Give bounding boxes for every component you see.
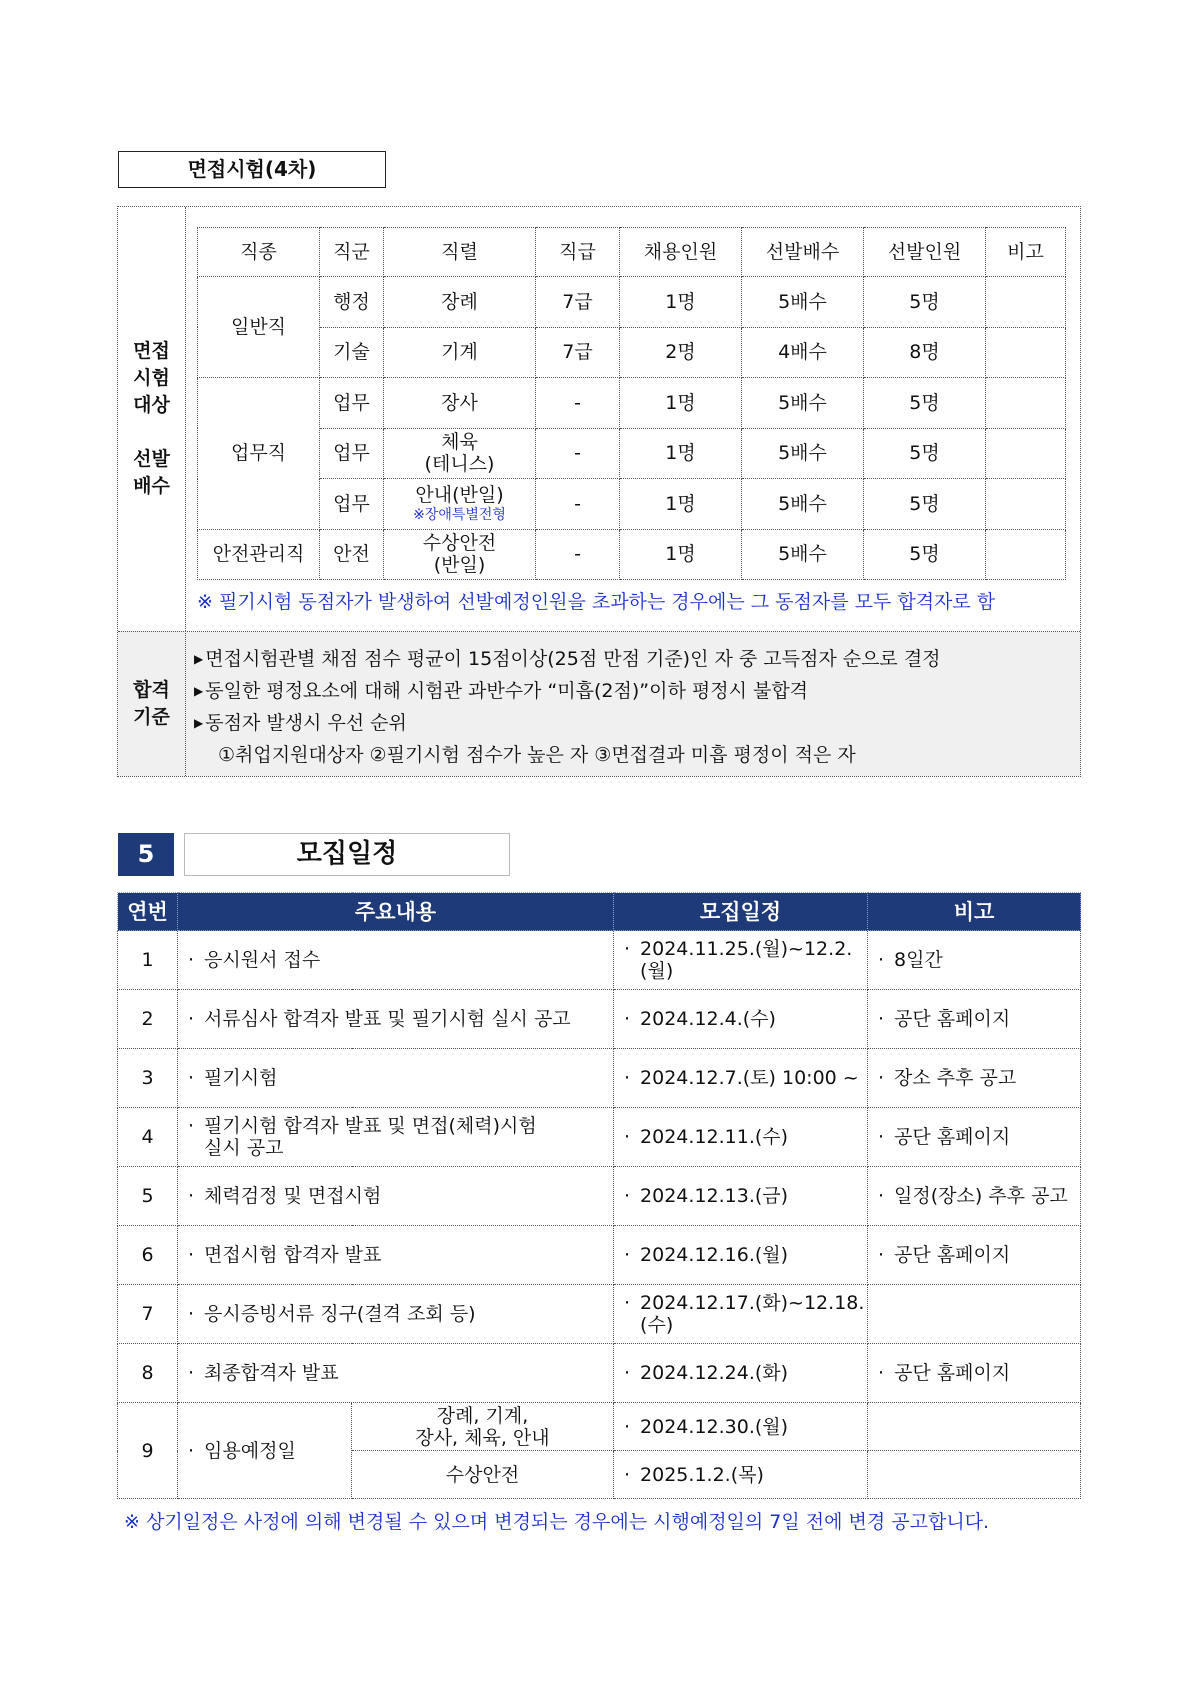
bullet-dot: · bbox=[188, 1115, 195, 1137]
bullet-dot: · bbox=[188, 1067, 195, 1089]
bullet-dot: · bbox=[878, 1067, 885, 1089]
row-number: 2 bbox=[118, 990, 178, 1049]
cell-text: 장소 추후 공고 bbox=[894, 1067, 1017, 1089]
header-cell: 직군 bbox=[320, 228, 384, 277]
table-row: 업무 안내(반일) ※장애특별전형 - 1명 5배수 5명 bbox=[198, 479, 1066, 530]
criteria-item: ▶ 동일한 평정요소에 대해 시험관 과반수가 “미흡(2점)”이하 평정시 불합격 bbox=[194, 680, 809, 702]
row-date bbox=[614, 990, 868, 1049]
row-sub-label: 수상안전 bbox=[352, 1451, 614, 1499]
bullet-dot: · bbox=[188, 1008, 195, 1030]
bullet-dot: · bbox=[878, 1362, 885, 1384]
header-cell: 채용인원 bbox=[620, 228, 742, 277]
cell-text: 체력검정 및 면접시험 bbox=[204, 1185, 382, 1207]
bullet-dot: · bbox=[188, 949, 195, 971]
table-header-row bbox=[198, 228, 1066, 277]
bullet-dot: · bbox=[188, 1439, 195, 1462]
header-cell: 비고 bbox=[986, 228, 1066, 277]
bullet-dot: · bbox=[624, 1362, 631, 1384]
table-row: 업무직 업무 장사 - 1명 5배수 5명 bbox=[198, 378, 1066, 429]
row-remark bbox=[868, 1108, 1081, 1167]
bullet-dot: · bbox=[624, 1292, 631, 1314]
schedule-row bbox=[118, 1285, 1081, 1344]
cell-text: 응시원서 접수 bbox=[204, 949, 321, 971]
tie-note: ※ 필기시험 동점자가 발생하여 선발예정인원을 초과하는 경우에는 그 동점자를 모두 합격자로 함 bbox=[197, 591, 996, 613]
cell-text: 면접시험 합격자 발표 bbox=[204, 1244, 382, 1266]
bullet-dot: · bbox=[878, 949, 885, 971]
cell-text: 2024.11.25.(월)~12.2.(월) bbox=[640, 938, 853, 982]
row-remark bbox=[868, 1285, 1081, 1344]
cell-text: 2024.12.4.(수) bbox=[640, 1008, 776, 1030]
row-number: 7 bbox=[118, 1285, 178, 1344]
cell-text: 2024.12.17.(화)~12.18.(수) bbox=[640, 1292, 865, 1336]
triangle-bullet-icon: ▶ bbox=[194, 652, 204, 666]
group-business: 업무직 bbox=[198, 378, 320, 530]
cell-text: 임용예정일 bbox=[204, 1439, 296, 1462]
cell-text: 2024.12.7.(토) 10:00 ~ bbox=[640, 1067, 859, 1089]
table-row: 기술 기계 7급 2명 4배수 8명 bbox=[198, 327, 1066, 378]
table-row: 안전관리직 안전 수상안전 (반일) - 1명 5배수 5명 bbox=[198, 529, 1066, 580]
cell-text: 2024.12.24.(화) bbox=[640, 1362, 789, 1384]
cell-text: 공단 홈페이지 bbox=[894, 1008, 1011, 1030]
cell-text: 2024.12.13.(금) bbox=[640, 1185, 789, 1207]
header-cell: 연번 bbox=[118, 893, 178, 931]
left-heading-target: 면접 시험 대상 선발 배수 bbox=[118, 207, 186, 631]
header-cell: 선발인원 bbox=[864, 228, 986, 277]
schedule-row bbox=[118, 1344, 1081, 1403]
header-cell: 직렬 bbox=[384, 228, 536, 277]
schedule-row bbox=[118, 1108, 1081, 1167]
bullet-dot: · bbox=[624, 1185, 631, 1207]
schedule-header-row bbox=[118, 893, 1081, 931]
header-cell: 선발배수 bbox=[742, 228, 864, 277]
schedule-row bbox=[118, 1226, 1081, 1285]
bullet-dot: · bbox=[188, 1303, 195, 1325]
row-date bbox=[614, 931, 868, 990]
row-remark bbox=[868, 990, 1081, 1049]
row-number: 3 bbox=[118, 1049, 178, 1108]
row-date bbox=[614, 1403, 868, 1451]
row-date bbox=[614, 1108, 868, 1167]
cell-text: 공단 홈페이지 bbox=[894, 1362, 1011, 1384]
bullet-dot: · bbox=[624, 1126, 631, 1148]
schedule-section-title: 모집일정 bbox=[184, 833, 510, 876]
cell-text: 필기시험 bbox=[204, 1067, 278, 1089]
row-number: 5 bbox=[118, 1167, 178, 1226]
cell-text: 2024.12.11.(수) bbox=[640, 1126, 789, 1148]
header-cell: 비고 bbox=[868, 893, 1081, 931]
bullet-dot: · bbox=[188, 1362, 195, 1384]
row-remark bbox=[868, 1344, 1081, 1403]
row-number: 6 bbox=[118, 1226, 178, 1285]
cell-text: 8일간 bbox=[894, 949, 943, 971]
row-date bbox=[614, 1049, 868, 1108]
row-remark bbox=[868, 1226, 1081, 1285]
criteria-item: ▶ 면접시험관별 채점 점수 평균이 15점이상(25점 만점 기준)인 자 중 고득점자 순으로 결정 bbox=[194, 648, 941, 670]
row-content bbox=[178, 1285, 614, 1344]
header-cell: 직종 bbox=[198, 228, 320, 277]
cell-text: 2024.12.30.(월) bbox=[640, 1415, 789, 1438]
bullet-dot: · bbox=[878, 1008, 885, 1030]
bullet-dot: · bbox=[624, 1008, 631, 1030]
table-row: 업무 체육 (테니스) - 1명 5배수 5명 bbox=[198, 428, 1066, 479]
bullet-dot: · bbox=[878, 1126, 885, 1148]
header-cell: 주요내용 bbox=[178, 893, 614, 931]
header-cell: 모집일정 bbox=[614, 893, 868, 931]
group-general: 일반직 bbox=[198, 277, 320, 378]
schedule-table bbox=[117, 892, 1081, 1499]
schedule-row bbox=[118, 990, 1081, 1049]
cell-text: 필기시험 합격자 발표 및 면접(체력)시험 실시 공고 bbox=[204, 1115, 537, 1159]
row-content bbox=[178, 990, 614, 1049]
selection-table bbox=[197, 227, 1066, 580]
interview-section-title: 면접시험(4차) bbox=[118, 151, 386, 188]
row-number: 8 bbox=[118, 1344, 178, 1403]
cell-text: 서류심사 합격자 발표 및 필기시험 실시 공고 bbox=[204, 1008, 571, 1030]
row-number: 1 bbox=[118, 931, 178, 990]
cell-text: 최종합격자 발표 bbox=[204, 1362, 339, 1384]
priority-list: ①취업지원대상자 ②필기시험 점수가 높은 자 ③면접결과 미흡 평정이 적은 자 bbox=[218, 744, 856, 766]
criteria-area bbox=[186, 632, 1080, 776]
row-number: 9 bbox=[118, 1403, 178, 1499]
header-cell: 직급 bbox=[536, 228, 620, 277]
row-remark bbox=[868, 931, 1081, 990]
row-sub-label: 장례, 기계, 장사, 체육, 안내 bbox=[352, 1403, 614, 1451]
bullet-dot: · bbox=[624, 1067, 631, 1089]
row-content bbox=[178, 1167, 614, 1226]
row-content bbox=[178, 1344, 614, 1403]
row-content bbox=[178, 931, 614, 990]
row-content bbox=[178, 1226, 614, 1285]
schedule-row bbox=[118, 1167, 1081, 1226]
row-remark bbox=[868, 1451, 1081, 1499]
schedule-row bbox=[118, 1403, 1081, 1451]
bullet-dot: · bbox=[624, 1244, 631, 1266]
cell-text: 응시증빙서류 징구(결격 조회 등) bbox=[204, 1303, 476, 1325]
interview-table-frame bbox=[117, 206, 1081, 777]
row-date bbox=[614, 1226, 868, 1285]
left-heading-criteria: 합격 기준 bbox=[118, 631, 186, 776]
row-content bbox=[178, 1108, 614, 1167]
group-safety: 안전관리직 bbox=[198, 529, 320, 580]
bullet-dot: · bbox=[624, 938, 631, 960]
cell-text: 공단 홈페이지 bbox=[894, 1126, 1011, 1148]
section-number: 5 bbox=[118, 833, 174, 876]
criteria-item: ▶ 동점자 발생시 우선 순위 bbox=[194, 712, 407, 734]
schedule-row bbox=[118, 931, 1081, 990]
table-row: 일반직 행정 장례 7급 1명 5배수 5명 bbox=[198, 277, 1066, 328]
row-date bbox=[614, 1167, 868, 1226]
schedule-change-note: ※ 상기일정은 사정에 의해 변경될 수 있으며 변경되는 경우에는 시행예정일의 7일 전에 변경 공고합니다. bbox=[124, 1511, 990, 1533]
special-track-note: ※장애특별전형 bbox=[413, 506, 506, 523]
cell-text: 2025.1.2.(목) bbox=[640, 1463, 764, 1486]
cell-text: 공단 홈페이지 bbox=[894, 1244, 1011, 1266]
row-remark bbox=[868, 1049, 1081, 1108]
row-date bbox=[614, 1451, 868, 1499]
cell-text: 2024.12.16.(월) bbox=[640, 1244, 789, 1266]
triangle-bullet-icon: ▶ bbox=[194, 684, 204, 698]
cell-text: 일정(장소) 추후 공고 bbox=[894, 1185, 1068, 1207]
row-number: 4 bbox=[118, 1108, 178, 1167]
row-date bbox=[614, 1344, 868, 1403]
bullet-dot: · bbox=[624, 1415, 631, 1438]
triangle-bullet-icon: ▶ bbox=[194, 716, 204, 730]
row-content bbox=[178, 1403, 352, 1499]
bullet-dot: · bbox=[188, 1244, 195, 1266]
bullet-dot: · bbox=[878, 1244, 885, 1266]
row-remark bbox=[868, 1167, 1081, 1226]
schedule-row bbox=[118, 1049, 1081, 1108]
row-date bbox=[614, 1285, 868, 1344]
bullet-dot: · bbox=[624, 1463, 631, 1486]
row-remark bbox=[868, 1403, 1081, 1451]
bullet-dot: · bbox=[878, 1185, 885, 1207]
bullet-dot: · bbox=[188, 1185, 195, 1207]
row-content bbox=[178, 1049, 614, 1108]
